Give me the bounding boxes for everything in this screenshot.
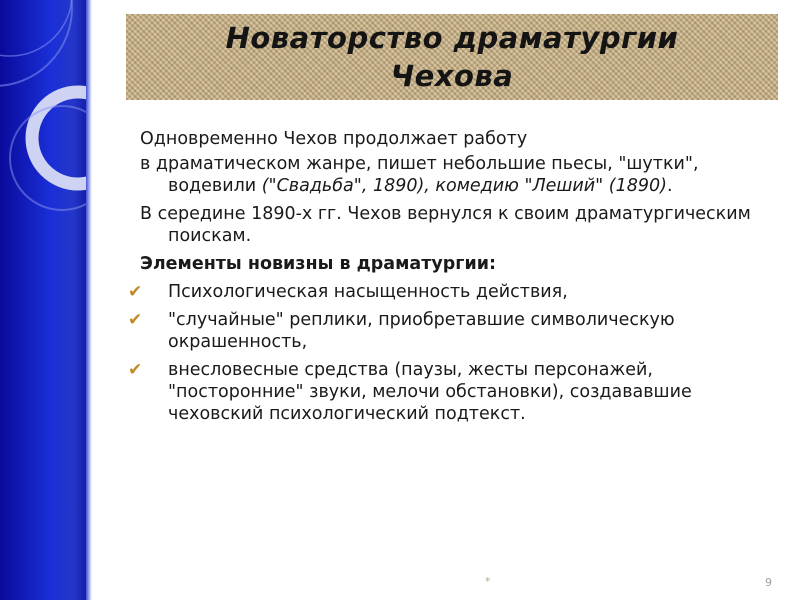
paragraph-2-text: в драматическом жанре, пишет небольшие пьесы, "шутки", водевили: [140, 154, 699, 196]
bullet-text-3: внесловесные средства (паузы, жесты персонажей, "посторонние" звуки, мелочи обстановки), создававшие чеховский психологический подтекст.: [168, 360, 692, 424]
section-heading: Элементы новизны в драматургии:: [140, 254, 496, 274]
left-decorative-band: [0, 0, 92, 600]
bullet-text-2: "случайные" реплики, приобретавшие символическую окрашенность,: [168, 310, 675, 352]
paragraph-1: Одновременно Чехов продолжает работу: [140, 129, 528, 149]
checkmark-icon: ✔: [128, 282, 143, 302]
ring-decoration: [0, 0, 92, 600]
paragraph-2-end: .: [666, 176, 673, 196]
list-item: [128, 309, 780, 353]
bullet-text-1: Психологическая насыщенность действия,: [168, 282, 568, 302]
footer-mark: *: [485, 575, 491, 588]
paragraph-3: В середине 1890-х гг. Чехов вернулся к своим драматургическим поискам.: [140, 204, 751, 246]
checkmark-icon: ✔: [128, 310, 143, 330]
list-item: [128, 281, 780, 303]
checkmark-icon: ✔: [128, 360, 143, 380]
band-edge: [86, 0, 92, 600]
paragraph-2-italic: ("Свадьба", 1890), комедию "Леший" (1890): [261, 176, 667, 196]
slide-title-line-1: Новаторство драматургии: [225, 21, 679, 55]
bullet-list: [128, 281, 780, 425]
paragraph-2: [140, 153, 780, 197]
page-number: 9: [765, 576, 772, 589]
slide-body: [128, 128, 780, 431]
slide-title-line-2: Чехова: [390, 59, 514, 93]
list-item: [128, 359, 780, 425]
title-banner: [126, 14, 778, 100]
